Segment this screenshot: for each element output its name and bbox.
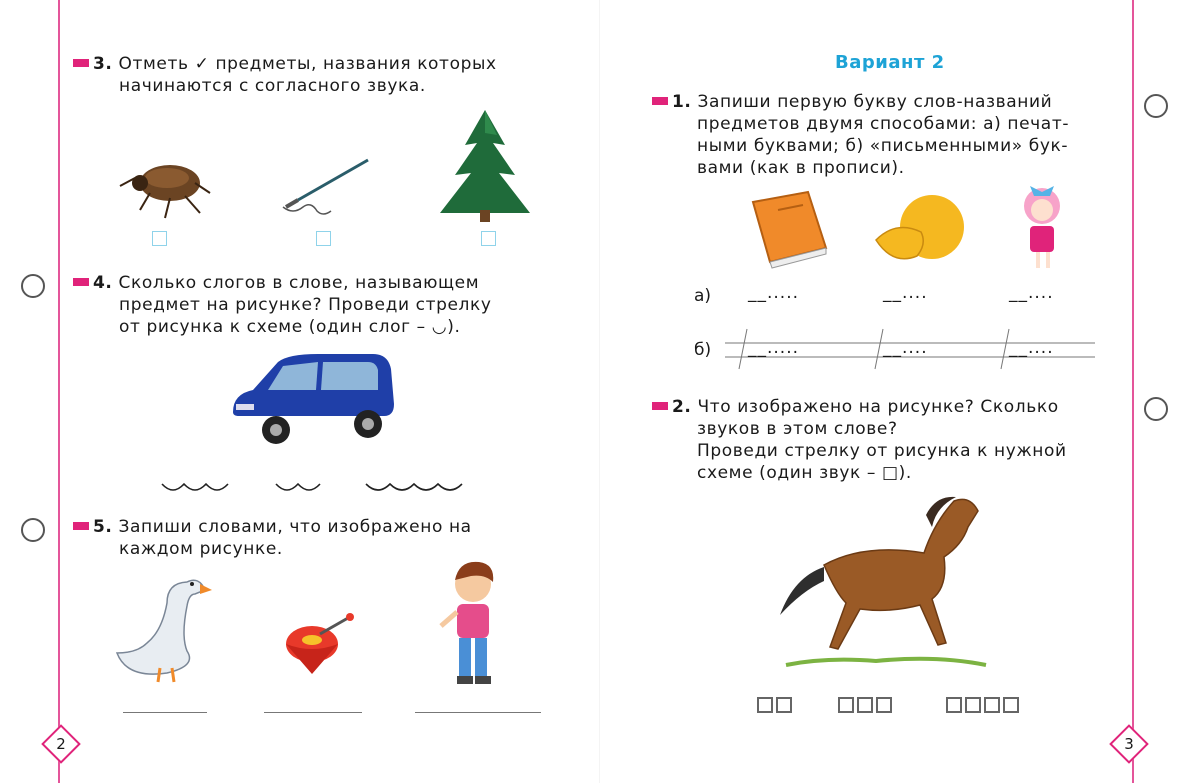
task-marker-icon: [73, 59, 89, 67]
orange-icon: [872, 192, 967, 270]
page-number: 2: [56, 735, 66, 753]
task-marker-icon: [73, 278, 89, 286]
script-letter-field[interactable]: __.....: [748, 338, 800, 358]
task-text: Проведи стрелку от рисунка к нужной: [697, 441, 1067, 461]
task-text: звуков в этом слове?: [697, 419, 898, 439]
task-4: [73, 272, 543, 338]
binder-hole-icon: [21, 274, 45, 298]
scheme-4-syllables: [366, 484, 462, 490]
task-number: 1.: [672, 92, 692, 112]
checkbox-beetle[interactable]: [152, 231, 167, 246]
task-number: 5.: [93, 517, 113, 537]
binder-hole-icon: [1144, 94, 1168, 118]
checkbox-brush[interactable]: [316, 231, 331, 246]
task-2: [652, 396, 1122, 484]
paintbrush-icon: [278, 155, 373, 215]
task-text: каждом рисунке.: [119, 539, 283, 559]
scheme-2-syllables: [276, 484, 320, 490]
sound-scheme-3: [838, 697, 895, 717]
left-margin-line: [58, 0, 60, 783]
task-text: начинаются с согласного звука.: [119, 76, 426, 96]
task-1: [652, 91, 1122, 179]
task-text: Отметь ✓ предметы, названия которых: [118, 54, 497, 74]
scheme-3-syllables: [162, 484, 228, 490]
variant-heading: Вариант 2: [835, 52, 945, 73]
task-text: предмет на рисунке? Проведи стрелку: [119, 295, 492, 315]
left-page: [0, 0, 599, 783]
sound-scheme-4: [946, 697, 1022, 717]
script-letter-field[interactable]: __....: [1009, 338, 1054, 358]
horse-icon: [776, 495, 988, 675]
answer-line[interactable]: [123, 712, 207, 713]
task-text: ными буквами; б) «письменными» бук-: [697, 136, 1069, 156]
task-text: предметов двумя способами: а) печат-: [697, 114, 1070, 134]
label-a: а): [694, 286, 712, 306]
syllable-schemes: [160, 478, 470, 498]
task-text: Что изображено на рисунке? Сколько: [697, 397, 1059, 417]
print-letter-field[interactable]: __.....: [748, 283, 800, 303]
spinning-top-icon: [282, 612, 362, 684]
checkbox-tree[interactable]: [481, 231, 496, 246]
task-number: 3.: [93, 54, 113, 74]
answer-line[interactable]: [264, 712, 362, 713]
task-text: от рисунка к схеме (один слог – ◡).: [119, 317, 461, 337]
task-number: 4.: [93, 273, 113, 293]
task-text: Запиши первую букву слов-названий: [697, 92, 1053, 112]
task-3: [73, 53, 543, 97]
answer-line[interactable]: [415, 712, 541, 713]
book-icon: [748, 190, 830, 270]
binder-hole-icon: [1144, 397, 1168, 421]
fir-tree-icon: [435, 105, 535, 225]
label-b: б): [694, 340, 712, 360]
binder-hole-icon: [21, 518, 45, 542]
task-marker-icon: [73, 522, 89, 530]
task-text: схеме (один звук – □).: [697, 463, 912, 483]
right-margin-line: [1132, 0, 1134, 783]
task-text: вами (как в прописи).: [697, 158, 905, 178]
task-text: Запиши словами, что изображено на: [118, 517, 472, 537]
sound-scheme-2: [757, 697, 795, 717]
goose-icon: [112, 570, 212, 688]
task-number: 2.: [672, 397, 692, 417]
task-5: [73, 516, 543, 560]
task-marker-icon: [652, 402, 668, 410]
print-letter-field[interactable]: __....: [883, 283, 928, 303]
car-icon: [228, 352, 396, 447]
task-marker-icon: [652, 97, 668, 105]
beetle-icon: [115, 148, 215, 223]
boy-icon: [435, 560, 505, 688]
script-letter-field[interactable]: __....: [883, 338, 928, 358]
task-text: Сколько слогов в слове, называющем: [118, 273, 480, 293]
print-letter-field[interactable]: __....: [1009, 283, 1054, 303]
doll-icon: [1012, 178, 1074, 273]
page-number: 3: [1124, 735, 1134, 753]
